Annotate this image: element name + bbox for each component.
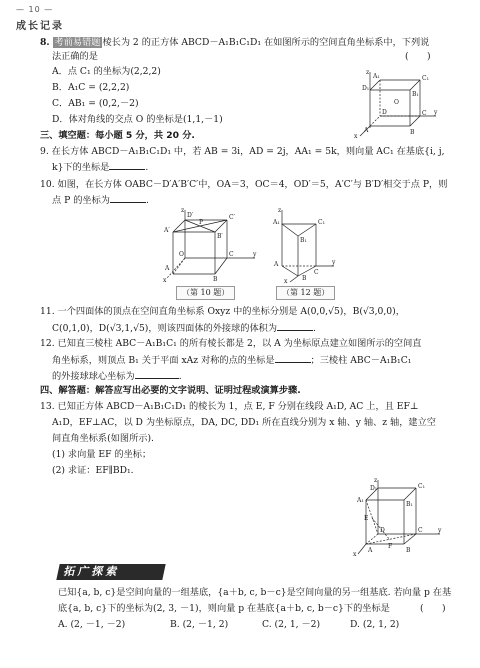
brand-title: 成长记录 xyxy=(16,21,64,32)
fig8-label-d1: D₁ xyxy=(362,85,370,92)
page-number: — 10 — xyxy=(16,5,54,14)
q8-answer-paren: ( ) xyxy=(405,51,431,62)
q12-answer-blank-2 xyxy=(135,369,179,379)
fig10-label-c: C xyxy=(229,251,234,258)
fig13-label-b: B xyxy=(406,547,411,554)
q13-line1: 13. 已知正方体 ABCD－A₁B₁C₁D₁ 的棱长为 1，点 E, F 分别在线段 A₁D, AC 上，且 EF⊥ xyxy=(40,401,419,412)
extension-option-b: B. (2, －1, 2) xyxy=(170,619,229,630)
q8-option-a: A．点 C₁ 的坐标为(2,2,2) xyxy=(52,66,161,77)
fig8-label-b: B xyxy=(410,129,415,136)
q13-sub1: (1) 求向量 EF 的坐标； xyxy=(52,449,152,460)
q12-line3: 的外接球球心坐标为 . xyxy=(52,371,182,382)
fig8-label-b1: B₁ xyxy=(412,91,419,98)
fig10-label-dprime: D′ xyxy=(187,212,194,219)
section-3-heading: 三、填空题：每小题 5 分，共 20 分. xyxy=(40,130,195,141)
q11-answer-blank xyxy=(277,321,313,331)
section-4-heading: 四、解答题：解答应写出必要的文字说明、证明过程或演算步骤. xyxy=(40,385,301,396)
fig10-label-a: A xyxy=(165,265,170,272)
fig13-label-c1: C₁ xyxy=(418,483,425,490)
extension-banner: 拓广探索 xyxy=(56,564,165,580)
q8-line2: 法正确的是 xyxy=(52,51,98,62)
q10-line2: 点 P 的坐标为 . xyxy=(52,195,149,206)
q8-option-b: B．A₁C = (2,2,2) xyxy=(52,82,130,93)
fig13-label-a1: A₁ xyxy=(357,497,364,504)
q13-line3: 间直角坐标系(如图所示). xyxy=(52,433,154,444)
q8-line1: 8. 考前易错题 棱长为 2 的正方体 ABCD－A₁B₁C₁D₁ 在如图所示的空间直角坐标系中，下列说 xyxy=(40,37,430,48)
fig13-label-x: x xyxy=(353,551,357,558)
fig12-caption: （第 12 题） xyxy=(276,286,335,300)
q11-line1: 11. 一个四面体的顶点在空间直角坐标系 Oxyz 中的坐标分别是 A(0,0,√5)，B(√3,0,0)， xyxy=(40,306,405,317)
fig12-label-z: z xyxy=(278,207,282,214)
fig8-label-z: z xyxy=(366,69,370,76)
fig10-label-x: x xyxy=(163,277,167,284)
fig13-label-e: E xyxy=(364,515,369,522)
fig10-label-z: z xyxy=(181,207,185,214)
q13-line2: A₁D，EF⊥AC，以 D 为坐标原点，DA, DC, DD₁ 所在直线分别为 x 轴、y 轴、z 轴，建立空 xyxy=(52,417,436,428)
fig8-label-x: x xyxy=(354,133,358,140)
fig8-label-o: O xyxy=(394,99,399,106)
fig13-label-c: C xyxy=(418,527,423,534)
extension-line2: 底{a, b, c}下的坐标为(2, 3, －1)，则向量 p 在基底{a＋b, c, b－c}下的坐标是 xyxy=(58,603,390,614)
q8-cube-figure xyxy=(340,68,440,140)
fig12-label-b1: B₁ xyxy=(300,237,307,244)
fig8-label-d: D xyxy=(382,109,387,116)
q8-option-d: D．体对角线的交点 O 的坐标是(1,1,－1) xyxy=(52,114,223,125)
extension-option-d: D. (2, 1, 2) xyxy=(350,619,400,630)
q13-cube-figure xyxy=(350,478,445,558)
extension-line1: 已知{a, b, c}是空间向量的一组基底，{a＋b, c, b－c}是空间向量的另一组基底. 若向量 p 在基 xyxy=(58,587,452,598)
fig13-label-y: y xyxy=(438,527,442,534)
fig10-caption: （第 10 题） xyxy=(176,286,235,300)
q12-answer-blank-1 xyxy=(275,353,311,363)
extension-answer-paren: ( ) xyxy=(420,603,446,614)
fig13-label-d: D xyxy=(380,527,385,534)
fig8-label-y: y xyxy=(434,109,438,116)
fig10-label-aprime: A′ xyxy=(164,227,170,234)
fig8-label-c1: C₁ xyxy=(422,75,429,82)
q10-answer-blank xyxy=(110,193,146,203)
fig12-label-a: A xyxy=(274,261,279,268)
extension-option-a: A. (2, －1, －2) xyxy=(58,619,126,630)
fig13-label-z: z xyxy=(374,478,378,484)
fig13-label-b1: B₁ xyxy=(406,501,413,508)
extension-option-c: C. (2, 1, －2) xyxy=(262,619,321,630)
fig12-label-y: y xyxy=(332,259,336,266)
fig13-label-d1: D₁ xyxy=(370,485,378,492)
fig13-label-f: F xyxy=(388,543,393,550)
fig8-label-a1: A₁ xyxy=(373,73,380,80)
fig8-label-a: A xyxy=(364,127,369,134)
fig10-label-cprime: C′ xyxy=(229,214,235,221)
fig8-label-c: C xyxy=(422,110,427,117)
fig10-label-b: B xyxy=(213,276,218,283)
fig13-label-a: A xyxy=(368,547,373,554)
fig12-label-a1: A₁ xyxy=(273,219,280,226)
q12-line2: 角坐标系，则顶点 B₁ 关于平面 xAz 对称的点的坐标是 ；三棱柱 ABC－A₁B₁C₁ xyxy=(52,355,412,366)
q11-line2: C(0,1,0)，D(√3,1,√5)，则该四面体的外接球的体积为 . xyxy=(52,323,316,334)
q13-sub2: (2) 求证：EF∥BD₁. xyxy=(52,465,134,476)
q9-line2: k}下的坐标是 . xyxy=(52,162,149,173)
q10-line1: 10. 如图，在长方体 OABC－D′A′B′C′中，OA＝3，OC＝4，OD′＝5，A′C′与 B′D′相交于点 P，则 xyxy=(40,179,448,190)
fig12-label-c1: C₁ xyxy=(318,219,325,226)
q10-box-figure xyxy=(155,206,260,284)
fig10-label-o: O xyxy=(179,251,184,258)
q8-option-c: C．AB₁ = (0,2,－2) xyxy=(52,98,139,109)
q12-prism-figure xyxy=(268,206,338,284)
fig12-label-x: x xyxy=(284,278,288,284)
q12-line1: 12. 已知直三棱柱 ABC－A₁B₁C₁ 的所有棱长都是 2，以 A 为坐标原点建立如图所示的空间直 xyxy=(40,338,422,349)
q9-answer-blank xyxy=(109,160,145,170)
fig12-label-b: B xyxy=(302,275,307,282)
q8-tag: 考前易错题 xyxy=(54,37,101,48)
q9-line1: 9. 在长方体 ABCD－A₁B₁C₁D₁ 中，若 AB = 3i，AD = 2j，AA₁ = 5k，则向量 AC₁ 在基底{i, j, xyxy=(40,146,445,157)
fig10-label-p: P xyxy=(199,219,204,226)
fig10-label-y: y xyxy=(253,251,257,258)
fig10-label-bprime: B′ xyxy=(217,233,223,240)
fig12-label-c: C xyxy=(314,269,319,276)
